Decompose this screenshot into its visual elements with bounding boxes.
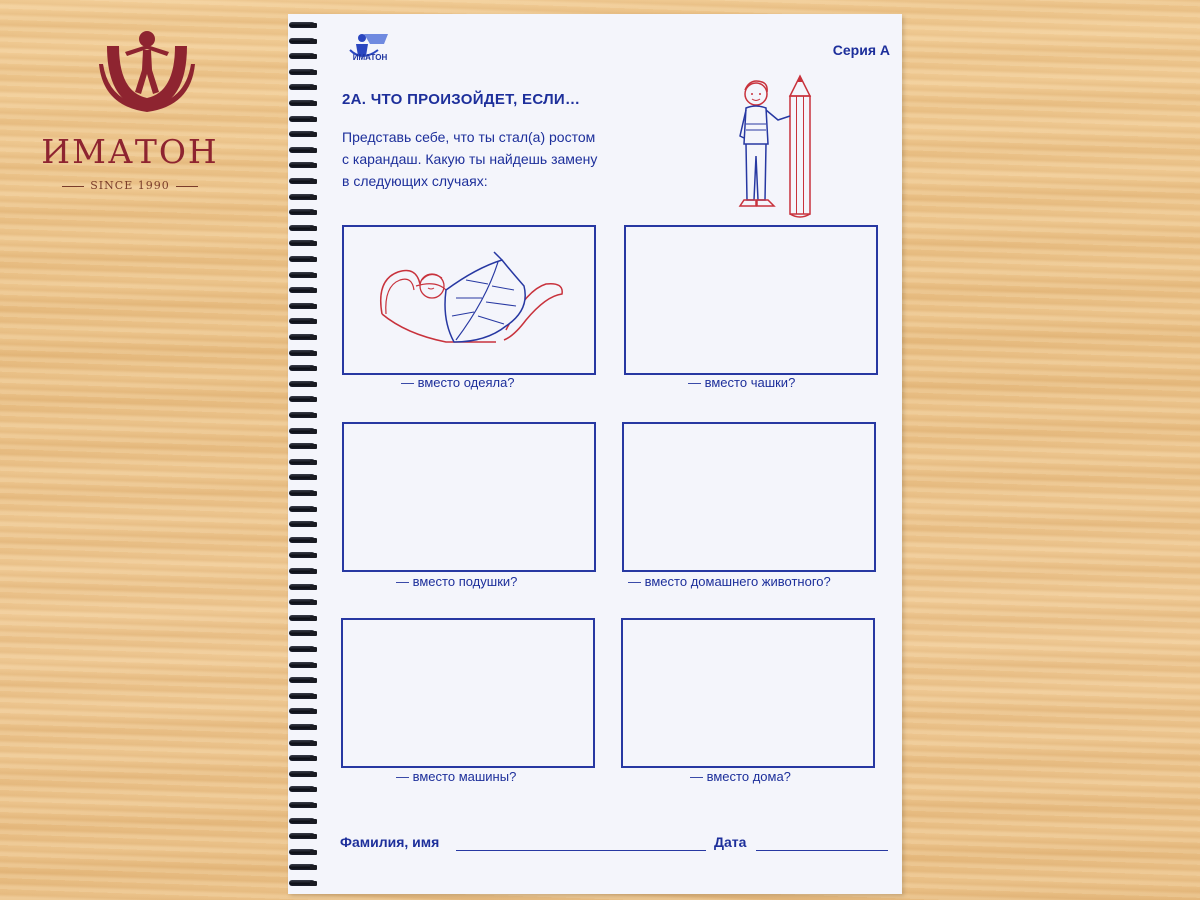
boy-with-pencil-illustration [732,74,828,224]
spiral-coil [288,677,318,685]
spiral-coil [288,318,318,326]
spiral-coil [288,287,318,295]
answer-box-house[interactable] [621,618,875,768]
spiral-coil [288,272,318,280]
spiral-coil [288,802,318,810]
spiral-coil [288,100,318,108]
spiral-coil [288,552,318,560]
spiral-coil [288,864,318,872]
spiral-coil [288,693,318,701]
spiral-coil [288,412,318,420]
task-caption: — вместо домашнего животного? [628,574,831,589]
spiral-coil [288,225,318,233]
brand-name: ИМАТОН [41,132,219,171]
spiral-coil [288,849,318,857]
spiral-coil [288,116,318,124]
spiral-coil [288,599,318,607]
spiral-coil [288,365,318,373]
name-label: Фамилия, имя [340,834,440,850]
instruction-line: с карандаш. Какую ты найдешь замену [342,151,598,167]
spiral-coil [288,771,318,779]
worksheet-title: 2А. ЧТО ПРОИЗОЙДЕТ, ЕСЛИ… [342,91,581,108]
spiral-coil [288,506,318,514]
answer-box-pillow[interactable] [342,422,596,572]
spiral-coil [288,178,318,186]
spiral-coil [288,162,318,170]
spiral-coil [288,443,318,451]
brand-since [40,179,220,192]
spiral-coil [288,646,318,654]
spiral-binding [288,14,322,894]
task-caption: — вместо одеяла? [401,375,515,390]
spiral-coil [288,256,318,264]
task-caption: — вместо чашки? [688,375,796,390]
human-figure-logo-icon [97,26,197,112]
imaton-small-logo-icon [344,28,396,68]
sleeping-under-leaf-illustration [376,250,566,346]
imaton-small-logo-text: ИМАТОН [352,53,388,62]
instruction-line: в следующих случаях: [342,173,488,189]
spiral-coil [288,209,318,217]
date-label: Дата [714,834,747,850]
spiral-coil [288,833,318,841]
spiral-coil [288,818,318,826]
series-label: Серия А [832,42,890,58]
date-field[interactable] [756,850,888,851]
instruction-line: Представь себе, что ты стал(а) ростом [342,129,596,145]
spiral-coil [288,490,318,498]
spiral-coil [288,131,318,139]
spiral-coil [288,708,318,716]
answer-box-pet[interactable] [622,422,876,572]
spiral-coil [288,755,318,763]
spiral-coil [288,615,318,623]
spiral-coil [288,537,318,545]
spiral-coil [288,740,318,748]
spiral-coil [288,428,318,436]
spiral-coil [288,69,318,77]
spiral-coil [288,194,318,202]
spiral-coil [288,53,318,61]
spiral-coil [288,568,318,576]
spiral-coil [288,38,318,46]
spiral-coil [288,334,318,342]
brand-logo [40,26,220,192]
worksheet-instructions [342,126,662,192]
answer-box-car[interactable] [341,618,595,768]
spiral-coil [288,303,318,311]
spiral-coil [288,786,318,794]
task-caption: — вместо подушки? [396,574,518,589]
spiral-coil [288,240,318,248]
spiral-coil [288,22,318,30]
answer-box-cup[interactable] [624,225,878,375]
spiral-coil [288,396,318,404]
task-caption: — вместо дома? [690,769,791,784]
spiral-coil [288,350,318,358]
spiral-coil [288,147,318,155]
brand-since-text: SINCE 1990 [90,179,170,192]
spiral-coil [288,724,318,732]
spiral-coil [288,584,318,592]
spiral-coil [288,474,318,482]
spiral-coil [288,84,318,92]
spiral-coil [288,662,318,670]
spiral-coil [288,521,318,529]
spiral-coil [288,459,318,467]
spiral-coil [288,630,318,638]
task-caption: — вместо машины? [396,769,517,784]
spiral-coil [288,381,318,389]
name-field[interactable] [456,850,706,851]
spiral-coil [288,880,318,888]
